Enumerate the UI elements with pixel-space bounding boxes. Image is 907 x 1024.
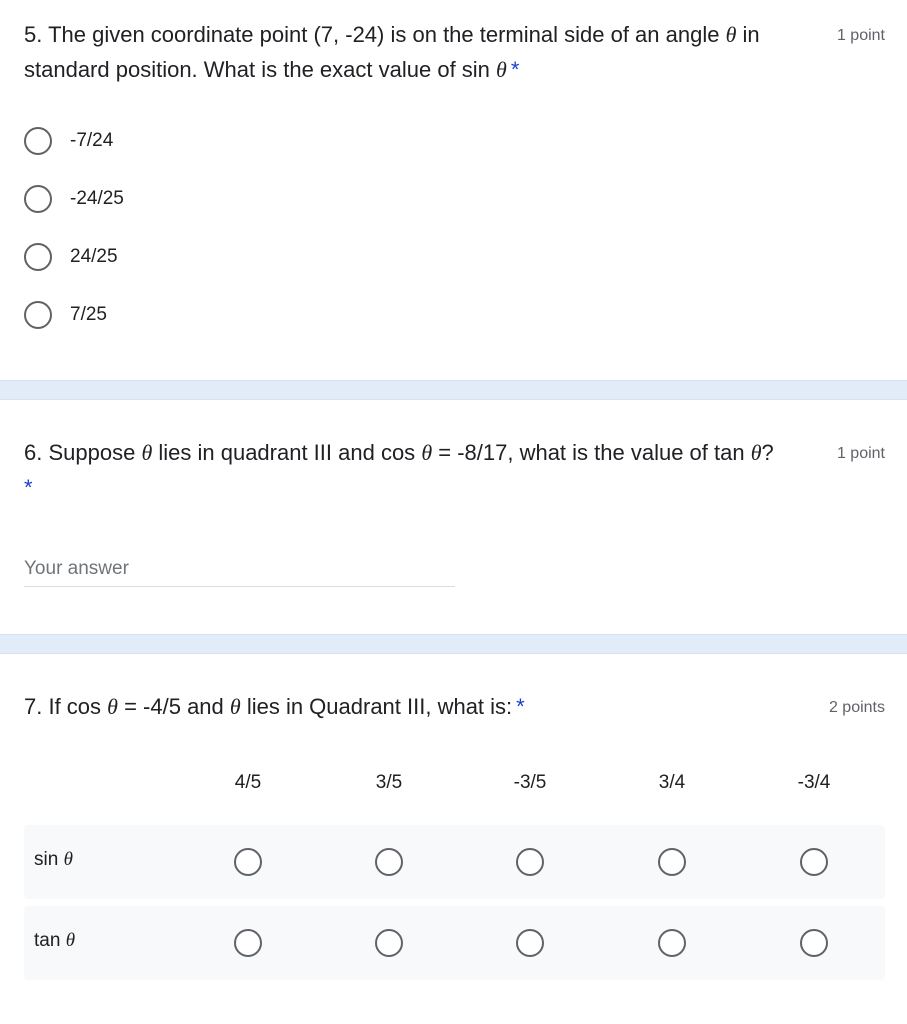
q6-theta-3: θ bbox=[750, 440, 762, 465]
radio-button[interactable] bbox=[24, 301, 52, 329]
radio-button[interactable] bbox=[375, 929, 403, 957]
question-6-title bbox=[24, 435, 814, 505]
radio-button[interactable] bbox=[658, 929, 686, 957]
row-label-theta: θ bbox=[63, 849, 73, 870]
q7-theta-2: θ bbox=[229, 694, 241, 719]
option-label: -24/25 bbox=[70, 188, 124, 209]
required-asterisk: * bbox=[24, 475, 33, 500]
question-6-points: 1 point bbox=[836, 445, 885, 462]
grid-row-tan bbox=[24, 906, 885, 980]
radio-button[interactable] bbox=[800, 929, 828, 957]
q6-title-text-3: = -8/17, what is the value of tan bbox=[432, 440, 751, 465]
radio-button[interactable] bbox=[516, 929, 544, 957]
radio-button[interactable] bbox=[234, 848, 262, 876]
question-5-title bbox=[24, 17, 814, 87]
radio-button[interactable] bbox=[234, 929, 262, 957]
q7-title-text-2: = -4/5 and bbox=[117, 694, 230, 719]
option-label: 7/25 bbox=[70, 304, 107, 325]
question-7-title bbox=[24, 689, 814, 724]
q5-option-3[interactable] bbox=[24, 241, 118, 273]
required-asterisk: * bbox=[516, 694, 525, 719]
q5-theta-2: θ bbox=[496, 57, 507, 82]
radio-button[interactable] bbox=[800, 848, 828, 876]
q5-theta-1: θ bbox=[725, 22, 737, 47]
radio-button[interactable] bbox=[516, 848, 544, 876]
option-label: -7/24 bbox=[70, 130, 114, 151]
option-label: 24/25 bbox=[70, 246, 118, 267]
grid-column-header: 4/5 bbox=[234, 772, 262, 793]
q5-option-2[interactable] bbox=[24, 183, 124, 215]
question-5-card bbox=[0, 0, 907, 380]
radio-button[interactable] bbox=[24, 185, 52, 213]
row-label-text: tan bbox=[34, 930, 66, 951]
q6-title-text-1: 6. Suppose bbox=[24, 440, 142, 465]
q5-title-text-2: in standard position. What is the exact value of sin bbox=[24, 22, 760, 82]
section-separator bbox=[0, 634, 907, 654]
radio-button[interactable] bbox=[658, 848, 686, 876]
row-label-text: sin bbox=[34, 849, 64, 870]
q7-theta-1: θ bbox=[107, 694, 118, 719]
q6-theta-2: θ bbox=[421, 440, 433, 465]
question-6-card bbox=[0, 400, 907, 634]
q6-theta-1: θ bbox=[141, 440, 153, 465]
grid-row-sin bbox=[24, 825, 885, 899]
required-asterisk: * bbox=[510, 57, 520, 82]
q5-option-1[interactable] bbox=[24, 125, 113, 157]
q6-answer-input[interactable] bbox=[24, 552, 455, 587]
radio-button[interactable] bbox=[375, 848, 403, 876]
q7-title-text-1: 7. If cos bbox=[24, 694, 108, 719]
grid-column-header: 3/5 bbox=[375, 772, 403, 793]
q7-title-text-3: lies in Quadrant III, what is: bbox=[240, 694, 513, 719]
section-separator bbox=[0, 380, 907, 400]
grid-column-header: -3/4 bbox=[797, 772, 831, 793]
radio-button[interactable] bbox=[24, 127, 52, 155]
row-label-theta: θ bbox=[65, 930, 76, 951]
grid-row-label bbox=[34, 930, 75, 952]
question-7-points: 2 points bbox=[828, 699, 885, 716]
question-5-points: 1 point bbox=[836, 27, 885, 44]
q6-title-text-4: ? bbox=[761, 440, 774, 465]
q6-title-text-2: lies in quadrant III and cos bbox=[152, 440, 422, 465]
q5-option-4[interactable] bbox=[24, 299, 107, 331]
grid-column-header: -3/5 bbox=[513, 772, 547, 793]
grid-column-header: 3/4 bbox=[658, 772, 686, 793]
grid-row-label bbox=[34, 849, 73, 871]
q5-title-text-1: 5. The given coordinate point (7, -24) is on the terminal side of an angle bbox=[24, 22, 726, 47]
radio-button[interactable] bbox=[24, 243, 52, 271]
